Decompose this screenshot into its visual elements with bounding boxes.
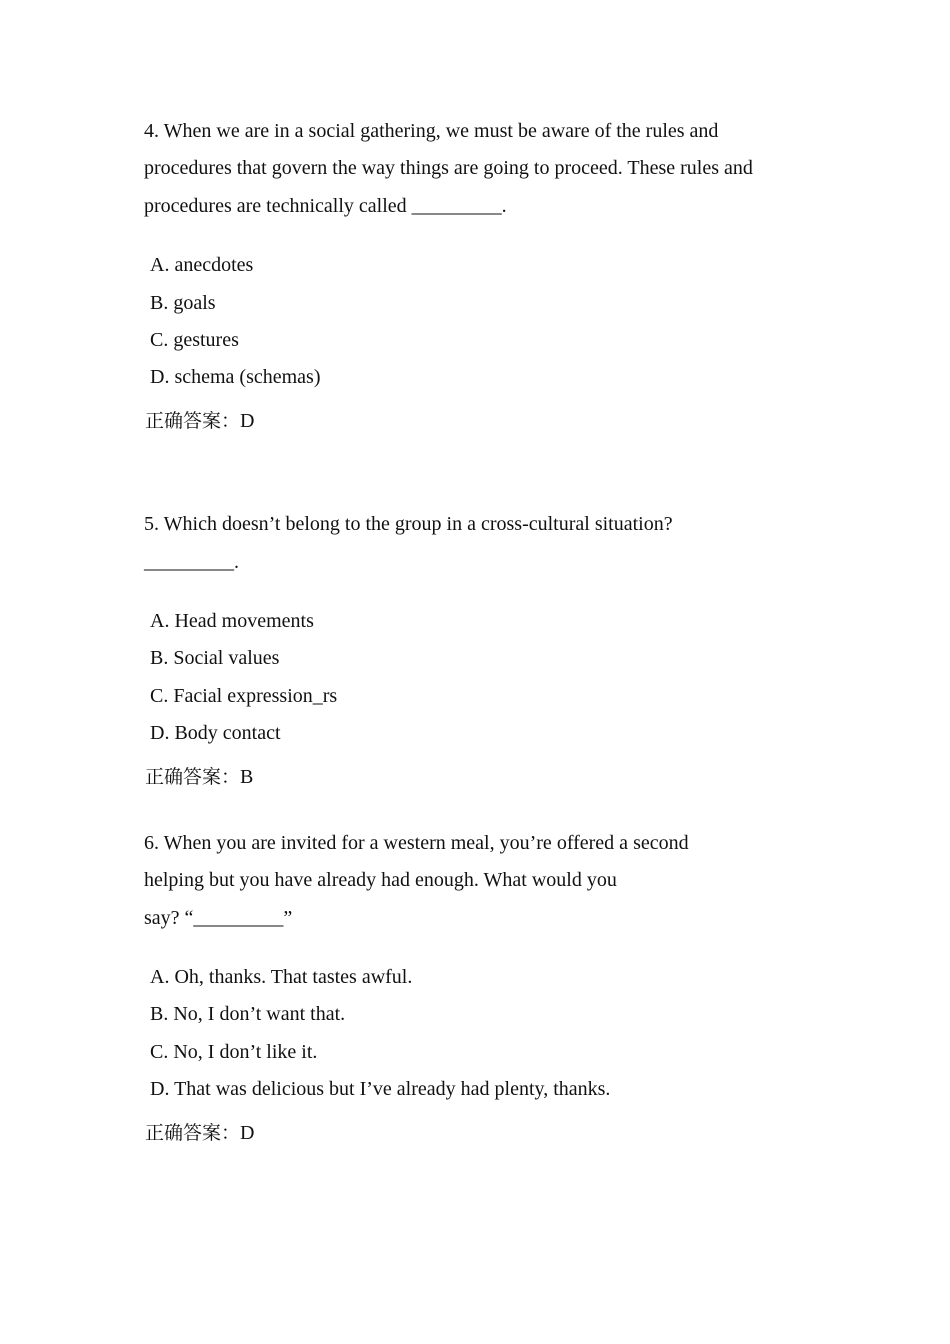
question-text-line: 4. When we are in a social gathering, we must be aware of the rules and bbox=[144, 120, 719, 142]
question-text-line: _________. bbox=[144, 551, 239, 573]
option-d: D. That was delicious but I’ve already had plenty, thanks. bbox=[150, 1078, 611, 1100]
question-text-line: procedures that govern the way things are going to proceed. These rules and bbox=[144, 157, 753, 179]
answer-label: 正确答案： bbox=[145, 1122, 241, 1144]
option-a: A. anecdotes bbox=[150, 254, 254, 276]
option-b: B. Social values bbox=[150, 647, 280, 669]
answer-label: 正确答案： bbox=[145, 766, 241, 788]
option-c: C. gestures bbox=[150, 329, 239, 351]
question-text-line: 6. When you are invited for a western meal, you’re offered a second bbox=[144, 832, 689, 854]
option-d: D. schema (schemas) bbox=[150, 366, 321, 388]
option-c: C. No, I don’t like it. bbox=[150, 1041, 318, 1063]
question-text-line: procedures are technically called _________. bbox=[144, 195, 507, 217]
answer-value: D bbox=[240, 410, 255, 432]
question-text-line: helping but you have already had enough. What would you bbox=[144, 869, 617, 891]
option-b: B. No, I don’t want that. bbox=[150, 1003, 346, 1025]
correct-answer bbox=[145, 765, 253, 789]
answer-value: D bbox=[240, 1122, 255, 1144]
correct-answer bbox=[145, 409, 254, 433]
option-c: C. Facial expression_rs bbox=[150, 685, 338, 707]
option-b: B. goals bbox=[150, 292, 216, 314]
correct-answer bbox=[145, 1121, 254, 1145]
answer-value: B bbox=[240, 766, 254, 788]
option-a: A. Head movements bbox=[150, 610, 314, 632]
question-text-line: say? “_________” bbox=[144, 907, 293, 929]
answer-label: 正确答案： bbox=[145, 410, 241, 432]
question-text-line: 5. Which doesn’t belong to the group in a cross-cultural situation? bbox=[144, 513, 673, 535]
option-a: A. Oh, thanks. That tastes awful. bbox=[150, 966, 413, 988]
option-d: D. Body contact bbox=[150, 722, 281, 744]
